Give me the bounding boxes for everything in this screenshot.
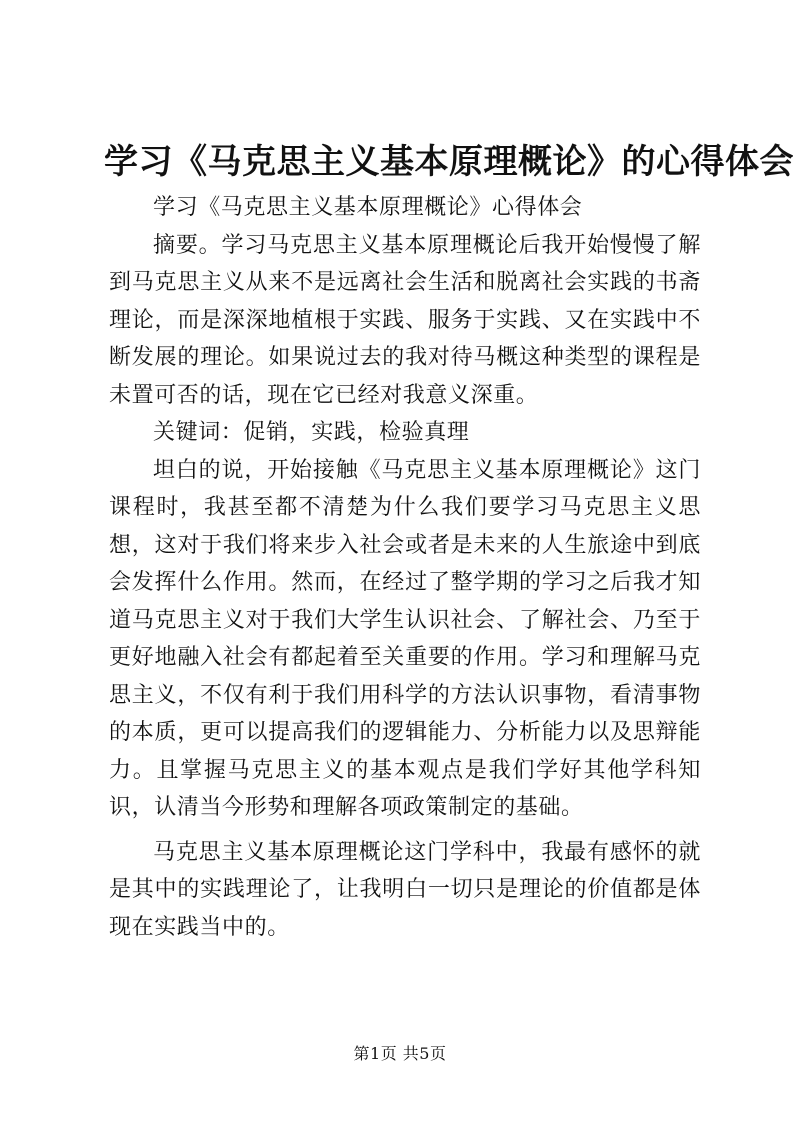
document-body bbox=[109, 189, 701, 946]
body-paragraph-2: 马克思主义基本原理概论这门学科中，我最有感怀的就是其中的实践理论了，让我明白一切只是理论的价值都是体现在实践当中的。 bbox=[109, 839, 701, 940]
body-paragraph-1: 坦白的说，开始接触《马克思主义基本原理概论》这门课程时，我甚至都不清楚为什么我们要学习马克思主义思想，这对于我们将来步入社会或者是未来的人生旅途中到底会发挥什么作用。然而，在经过了整学期的学习之后我才知道马克思主义对于我们大学生认识社会、了解社会、乃至于更好地融入社会有都起着至关重要的作用。学习和理解马克思主义，不仅有利于我们用科学的方法认识事物，看清事物的本质，更可以提高我们的逻辑能力、分析能力以及思辩能力。且掌握马克思主义的基本观点是我们学好其他学科知识，认清当今形势和理解各项政策制定的基础。 bbox=[109, 457, 701, 820]
subtitle-paragraph: 学习《马克思主义基本原理概论》心得体会 bbox=[153, 195, 583, 220]
page-footer: 第1页 共5页 bbox=[353, 1044, 447, 1063]
abstract-paragraph: 摘要。学习马克思主义基本原理概论后我开始慢慢了解到马克思主义从来不是远离社会生活和脱离社会实践的书斋理论，而是深深地植根于实践、服务于实践、又在实践中不断发展的理论。如果说过去的我对待马概这种类型的课程是未置可否的话，现在它已经对我意义深重。 bbox=[109, 232, 701, 408]
document-title: 学习《马克思主义基本原理概论》的心得体会 bbox=[104, 142, 794, 182]
keywords-paragraph: 关键词：促销，实践，检验真理 bbox=[153, 420, 470, 445]
